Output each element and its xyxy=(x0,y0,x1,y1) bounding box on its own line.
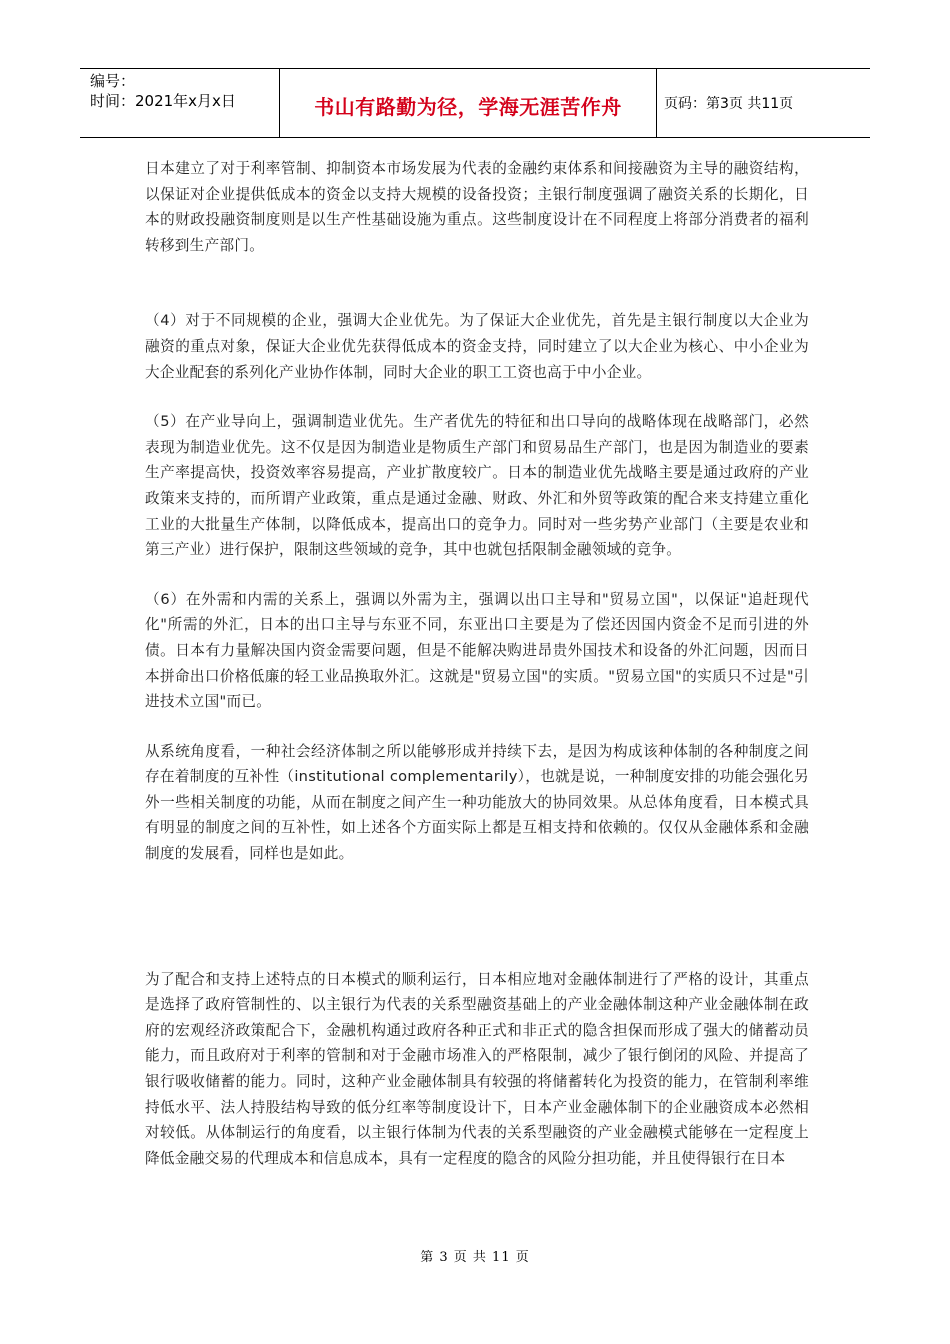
header-motto-cell xyxy=(280,69,657,137)
paragraph-6: 为了配合和支持上述特点的日本模式的顺利运行，日本相应地对金融体制进行了严格的设计，其重点是选择了政府管制性的、以主银行为代表的关系型融资基础上的产业金融体制这种产业金融体制在政府的宏观经济政策配合下，金融机构通过政府各种正式和非正式的隐含担保而形成了强大的储蓄动员能力，而且政府对于利率的管制和对于金融市场准入的严格限制，减少了银行倒闭的风险、并提高了银行吸收储蓄的能力。同时，这种产业金融体制具有较强的将储蓄转化为投资的能力，在管制利率维持低水平、法人持股结构导致的低分红率等制度设计下，日本产业金融体制下的企业融资成本必然相对较低。从体制运行的角度看，以主银行体制为代表的关系型融资的产业金融模式能够在一定程度上降低金融交易的代理成本和信息成本，具有一定程度的隐含的风险分担功能，并且使得银行在日本 xyxy=(145,970,809,1167)
paragraph-3: （5）在产业导向上，强调制造业优先。生产者优先的特征和出口导向的战略体现在战略部门，必然表现为制造业优先。这不仅是因为制造业是物质生产部门和贸易品生产部门，也是因为制造业的要素生产率提高快，投资效率容易提高，产业扩散度较广。日本的制造业优先战略主要是通过政府的产业政策来支持的，而所谓产业政策，重点是通过金融、财政、外汇和外贸等政策的配合来支持建立重化工业的大批量生产体制，以降低成本，提高出口的竞争力。同时对一些劣势产业部门（主要是农业和第三产业）进行保护，限制这些领域的竞争，其中也就包括限制金融领域的竞争。 xyxy=(145,413,809,559)
document-body xyxy=(145,156,809,1171)
paragraph-4: （6）在外需和内需的关系上，强调以外需为主，强调以出口主导和"贸易立国"，以保证"追赶现代化"所需的外汇，日本的出口主导与东亚不同，东亚出口主要是为了偿还因国内资金不足而引进的外债。日本有力量解决国内资金需要问题，但是不能解决购进昂贵外国技术和设备的外汇问题，因而日本拼命出口价格低廉的轻工业品换取外汇。这就是"贸易立国"的实质。"贸易立国"的实质只不过是"引进技术立国"而已。 xyxy=(145,590,809,711)
page-footer: 第 3 页 共 11 页 xyxy=(420,1250,530,1265)
header-page-cell xyxy=(657,69,870,137)
paragraph-5: 从系统角度看，一种社会经济体制之所以能够形成并持续下去，是因为构成该种体制的各种制度之间存在着制度的互补性（institutional complementarily），也就是说，一种制度安排的功能会强化另外一些相关制度的功能，从而在制度之间产生一种功能放大的协同效果。从总体角度看，日本模式具有明显的制度之间的互补性，如上述各个方面实际上都是互相支持和依赖的。仅仅从金融体系和金融制度的发展看，同样也是如此。 xyxy=(145,742,809,863)
document-date: 时间：2021年x月x日 xyxy=(90,92,236,110)
paragraph-1: 日本建立了对于利率管制、抑制资本市场发展为代表的金融约束体系和间接融资为主导的融资结构，以保证对企业提供低成本的资金以支持大规模的设备投资；主银行制度强调了融资关系的长期化，日本的财政投融资制度则是以生产性基础设施为重点。这些制度设计在不同程度上将部分消费者的福利转移到生产部门。 xyxy=(145,160,809,254)
header-meta-cell xyxy=(80,69,280,137)
document-header xyxy=(80,68,870,138)
paragraph-2: （4）对于不同规模的企业，强调大企业优先。为了保证大企业优先，首先是主银行制度以大企业为融资的重点对象，保证大企业优先获得低成本的资金支持，同时建立了以大企业为核心、中小企业为大企业配套的系列化产业协作体制，同时大企业的职工工资也高于中小企业。 xyxy=(145,312,809,381)
document-number-label: 编号： xyxy=(90,72,136,90)
header-page-number: 页码：第3页 共11页 xyxy=(664,96,794,112)
motto-text: 书山有路勤为径，学海无涯苦作舟 xyxy=(314,94,622,119)
